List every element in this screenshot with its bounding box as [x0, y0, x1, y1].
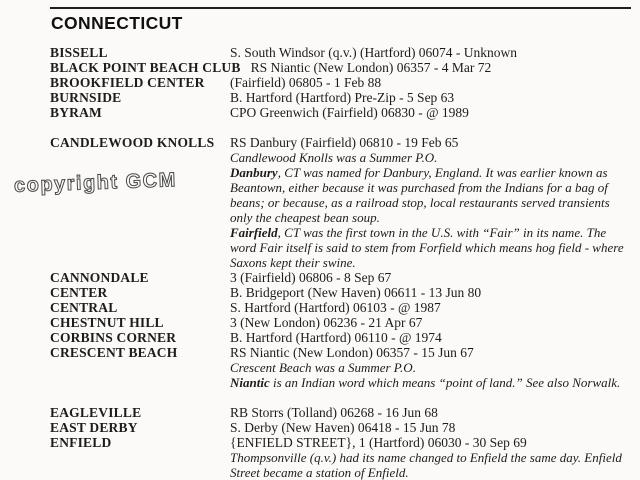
entry-name: BURNSIDE — [50, 90, 122, 105]
entry-name: EAST DERBY — [50, 420, 138, 435]
entry-note — [230, 225, 632, 270]
entry-row — [50, 435, 632, 450]
entry-row — [50, 330, 632, 345]
entry-row — [50, 405, 632, 420]
entry-row — [50, 75, 632, 90]
entry-name: CANDLEWOOD KNOLLS — [50, 135, 215, 150]
entry-detail: S. Derby (New Haven) 06418 - 15 Jun 78 — [230, 420, 456, 435]
entry-row — [50, 60, 632, 75]
entry-detail: CPO Greenwich (Fairfield) 06830 - @ 1989 — [230, 105, 469, 120]
entry-note — [230, 165, 632, 225]
entry-name: CRESCENT BEACH — [50, 345, 178, 360]
entry-name: BROOKFIELD CENTER — [50, 75, 205, 90]
entry-detail: {ENFIELD STREET}, 1 (Hartford) 06030 - 30 Sep 69 — [230, 435, 527, 450]
note-lead-word: Danbury — [230, 165, 278, 180]
entry-group — [50, 405, 632, 480]
note-text: , CT was the first town in the U.S. with “Fair” in its name. The word Fair itself is said to stem from Forfield which means hog field - where Saxons kept their swine. — [230, 225, 624, 270]
entry-row — [50, 270, 632, 285]
entry-detail: RB Storrs (Tolland) 06268 - 16 Jun 68 — [230, 405, 438, 420]
note-lead-word: Fairfield — [230, 225, 278, 240]
entry-note — [230, 450, 632, 480]
entry-name: CENTER — [50, 285, 108, 300]
note-text: Thompsonville (q.v.) had its name changed to Enfield the same day. Enfield Street became a station of Enfield. — [230, 450, 622, 480]
note-text: , CT was named for Danbury, England. It was earlier known as Beantown, either because it was purchased from the Indians for a bag of beans; or because, as a railroad stop, local restaurants served transients only the cheapest bean soup. — [230, 165, 610, 225]
page-title: CONNECTICUT — [51, 13, 183, 33]
entry-row — [50, 300, 632, 315]
header-rule — [50, 7, 631, 9]
entry-name: CORBINS CORNER — [50, 330, 177, 345]
entry-name: BLACK POINT BEACH CLUB — [50, 60, 241, 75]
entry-row — [50, 45, 632, 60]
note-text: is an Indian word which means “point of land.” See also Norwalk. — [269, 375, 621, 390]
entry-name: BISSELL — [50, 45, 108, 60]
copyright-watermark: copyright GCM — [13, 169, 178, 197]
entry-group — [50, 45, 632, 120]
entry-row — [50, 345, 632, 360]
entry-row — [50, 315, 632, 330]
entry-row — [50, 135, 632, 150]
entry-detail: RS Niantic (New London) 06357 - 15 Jun 67 — [230, 345, 474, 360]
entry-detail: RS Niantic (New London) 06357 - 4 Mar 72 — [250, 60, 492, 75]
entry-detail: 3 (New London) 06236 - 21 Apr 67 — [230, 315, 423, 330]
note-lead-word: Niantic — [230, 375, 270, 390]
entry-detail: S. Hartford (Hartford) 06103 - @ 1987 — [230, 300, 441, 315]
entry-name: CHESTNUT HILL — [50, 315, 164, 330]
entry-row — [50, 285, 632, 300]
entry-name: ENFIELD — [50, 435, 112, 450]
entry-detail: 3 (Fairfield) 06806 - 8 Sep 67 — [230, 270, 392, 285]
entry-detail: B. Hartford (Hartford) 06110 - @ 1974 — [230, 330, 442, 345]
entry-note — [230, 360, 632, 375]
note-text: Crescent Beach was a Summer P.O. — [230, 360, 416, 375]
entry-detail: S. South Windsor (q.v.) (Hartford) 06074 - Unknown — [230, 45, 518, 60]
entry-row — [50, 105, 632, 120]
entry-detail: B. Hartford (Hartford) Pre-Zip - 5 Sep 63 — [230, 90, 455, 105]
entry-note — [230, 375, 632, 390]
entry-detail: B. Bridgeport (New Haven) 06611 - 13 Jun 80 — [230, 285, 482, 300]
entry-name: CENTRAL — [50, 300, 118, 315]
entry-detail: (Fairfield) 06805 - 1 Feb 88 — [230, 75, 382, 90]
entry-name: CANNONDALE — [50, 270, 149, 285]
entry-name: EAGLEVILLE — [50, 405, 142, 420]
entry-row — [50, 420, 632, 435]
entry-note — [230, 150, 632, 165]
entry-detail: RS Danbury (Fairfield) 06810 - 19 Feb 65 — [230, 135, 459, 150]
entry-row — [50, 90, 632, 105]
note-text: Candlewood Knolls was a Summer P.O. — [230, 150, 438, 165]
entries-list — [50, 45, 632, 480]
entry-name: BYRAM — [50, 105, 102, 120]
